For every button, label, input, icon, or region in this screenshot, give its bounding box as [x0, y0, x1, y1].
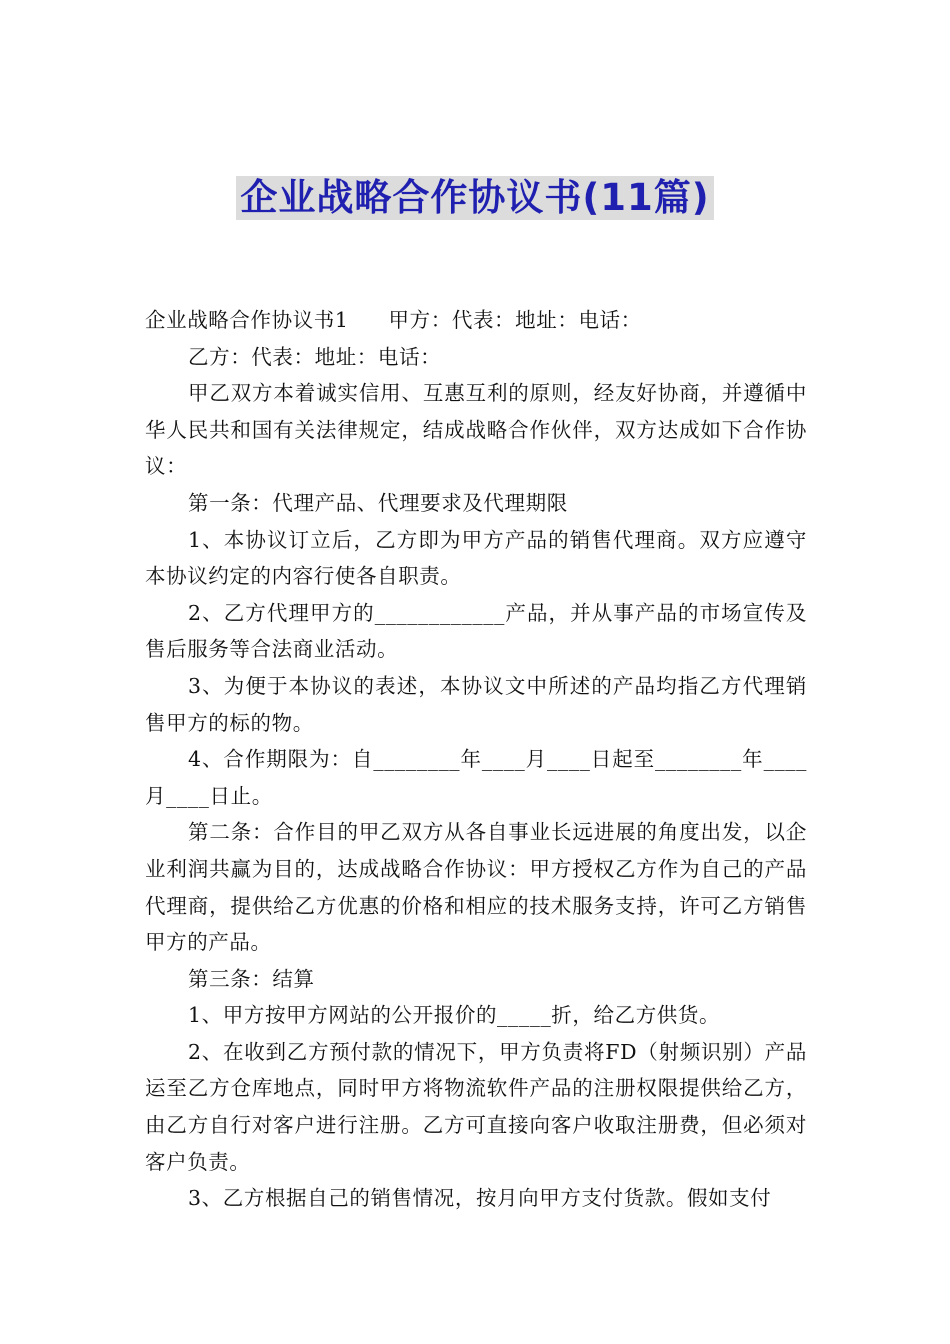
- paragraph-party-b: 乙方：代表：地址：电话：: [188, 344, 442, 369]
- paragraph-article-1-item-3: 3、为便于本协议的表述，本协议文中所述的产品均指乙方代理销售甲方的标的物。: [145, 673, 807, 735]
- paragraph-article-1-item-2: 2、乙方代理甲方的____________产品，并从事产品的市场宣传及售后服务等合法商业活动。: [145, 600, 807, 662]
- party-a-info: 甲方：代表：地址：电话：: [388, 308, 642, 332]
- paragraph-article-1-item-1: 1、本协议订立后，乙方即为甲方产品的销售代理商。双方应遵守本协议约定的内容行使各自职责。: [145, 527, 807, 589]
- paragraph-first-line: [145, 302, 807, 339]
- title-container: [0, 176, 950, 220]
- paragraph-article-3-item-3: 3、乙方根据自己的销售情况，按月向甲方支付货款。假如支付: [188, 1186, 772, 1211]
- paragraph-article-3-item-2: 2、在收到乙方预付款的情况下，甲方负责将FD（射频识别）产品运至乙方仓库地点，同时甲方将物流软件产品的注册权限提供给乙方，由乙方自行对客户进行注册。乙方可直接向客户收取注册费，但必须对客户负责。: [145, 1039, 807, 1174]
- paragraph-article-2: 第二条：合作目的甲乙双方从各自事业长远进展的角度出发，以企业利润共赢为目的，达成战略合作协议：甲方授权乙方作为自己的产品代理商，提供给乙方优惠的价格和相应的技术服务支持，许可乙方销售甲方的产品。: [145, 820, 807, 955]
- paragraph-article-1-item-4: 4、合作期限为：自________年____月____日起至________年____月____日止。: [145, 747, 807, 808]
- paragraph-article-3-heading: 第三条：结算: [188, 966, 315, 991]
- paragraph-article-3-item-1: 1、甲方按甲方网站的公开报价的_____折，给乙方供货。: [188, 1003, 721, 1028]
- document-title: 企业战略合作协议书(11篇): [236, 176, 713, 220]
- document-body: [145, 302, 807, 1217]
- paragraph-article-1-heading: 第一条：代理产品、代理要求及代理期限: [188, 490, 568, 515]
- agreement-heading: 企业战略合作协议书1: [145, 308, 349, 332]
- paragraph-preamble: 甲乙双方本着诚实信用、互惠互利的原则，经友好协商，并遵循中华人民共和国有关法律规定，结成战略合作伙伴，双方达成如下合作协议：: [145, 381, 807, 479]
